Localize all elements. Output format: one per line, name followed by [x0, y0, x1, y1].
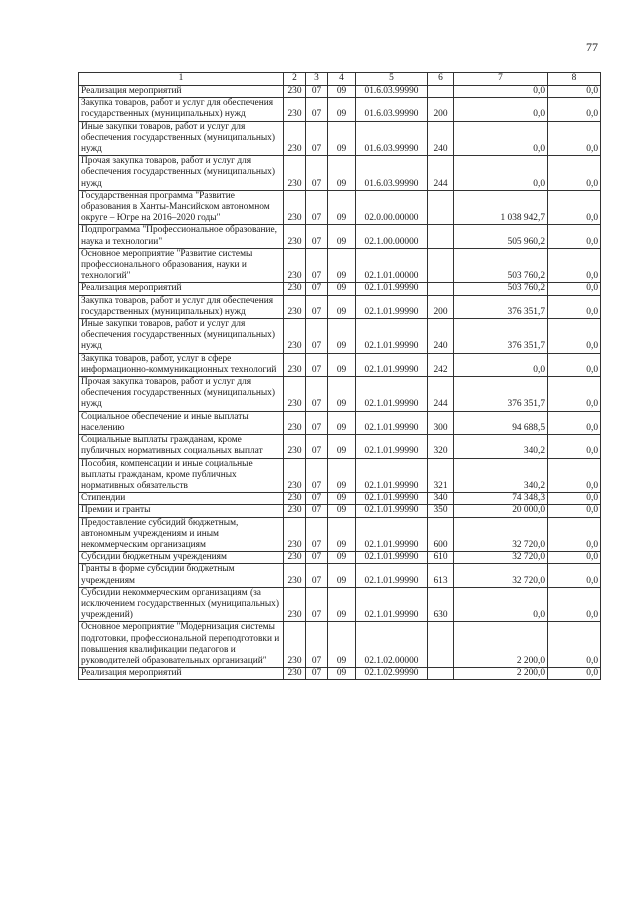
row-target-article: 02.1.02.00000 — [356, 622, 428, 668]
row-expense-type: 240 — [428, 319, 454, 354]
row-admin-code: 230 — [284, 319, 306, 354]
table-row — [79, 458, 601, 493]
row-admin-code: 230 — [284, 156, 306, 191]
row-amount: 0,0 — [454, 353, 548, 376]
row-section: 07 — [306, 283, 328, 295]
row-admin-code: 230 — [284, 505, 306, 517]
column-header: 4 — [328, 73, 356, 86]
table-body — [79, 86, 601, 680]
row-amount: 503 760,2 — [454, 283, 548, 295]
table-row — [79, 668, 601, 680]
row-amount: 0,0 — [454, 121, 548, 156]
row-subsection: 09 — [328, 411, 356, 434]
row-target-article: 02.1.01.00000 — [356, 248, 428, 283]
row-target-article: 01.6.03.99990 — [356, 156, 428, 191]
table-row — [79, 98, 601, 121]
row-subsection: 09 — [328, 295, 356, 318]
row-name: Предоставление субсидий бюджетным, автономным учреждениям и иным некоммерческим организациям — [79, 517, 284, 552]
row-amount: 2 200,0 — [454, 668, 548, 680]
row-subsection: 09 — [328, 98, 356, 121]
row-expense-type: 300 — [428, 411, 454, 434]
row-amount-2: 0,0 — [548, 517, 601, 552]
row-expense-type: 340 — [428, 493, 454, 505]
row-section: 07 — [306, 435, 328, 458]
table-row — [79, 121, 601, 156]
table-row — [79, 564, 601, 587]
table-row — [79, 435, 601, 458]
row-section: 07 — [306, 225, 328, 248]
row-target-article: 02.0.00.00000 — [356, 190, 428, 225]
row-amount-2: 0,0 — [548, 505, 601, 517]
row-subsection: 09 — [328, 86, 356, 98]
row-admin-code: 230 — [284, 435, 306, 458]
row-target-article: 02.1.01.99990 — [356, 517, 428, 552]
row-name: Основное мероприятие "Развитие системы профессионального образования, науки и технологий" — [79, 248, 284, 283]
row-admin-code: 230 — [284, 564, 306, 587]
row-amount: 32 720,0 — [454, 552, 548, 564]
row-amount-2: 0,0 — [548, 564, 601, 587]
row-expense-type — [428, 190, 454, 225]
row-name: Премии и гранты — [79, 505, 284, 517]
row-name: Закупка товаров, работ, услуг в сфере информационно-коммуникационных технологий — [79, 353, 284, 376]
row-subsection: 09 — [328, 505, 356, 517]
row-admin-code: 230 — [284, 587, 306, 622]
table-row — [79, 411, 601, 434]
row-amount: 505 960,2 — [454, 225, 548, 248]
row-subsection: 09 — [328, 353, 356, 376]
row-expense-type — [428, 248, 454, 283]
row-name: Реализация мероприятий — [79, 283, 284, 295]
row-amount: 376 351,7 — [454, 295, 548, 318]
row-target-article: 02.1.01.99990 — [356, 458, 428, 493]
row-subsection: 09 — [328, 121, 356, 156]
row-target-article: 02.1.01.99990 — [356, 505, 428, 517]
row-section: 07 — [306, 319, 328, 354]
table-row — [79, 493, 601, 505]
row-amount: 0,0 — [454, 587, 548, 622]
row-subsection: 09 — [328, 458, 356, 493]
row-expense-type: 610 — [428, 552, 454, 564]
row-subsection: 09 — [328, 552, 356, 564]
row-expense-type — [428, 622, 454, 668]
row-expense-type: 630 — [428, 587, 454, 622]
row-amount-2: 0,0 — [548, 353, 601, 376]
row-amount-2: 0,0 — [548, 283, 601, 295]
row-amount-2: 0,0 — [548, 587, 601, 622]
row-section: 07 — [306, 587, 328, 622]
row-expense-type — [428, 283, 454, 295]
row-name: Прочая закупка товаров, работ и услуг для обеспечения государственных (муниципальных) нужд — [79, 377, 284, 412]
row-subsection: 09 — [328, 190, 356, 225]
row-name: Стипендии — [79, 493, 284, 505]
row-admin-code: 230 — [284, 668, 306, 680]
row-target-article: 01.6.03.99990 — [356, 98, 428, 121]
row-section: 07 — [306, 353, 328, 376]
table-row — [79, 505, 601, 517]
row-amount: 2 200,0 — [454, 622, 548, 668]
row-subsection: 09 — [328, 156, 356, 191]
row-subsection: 09 — [328, 435, 356, 458]
table-row — [79, 517, 601, 552]
table-row — [79, 295, 601, 318]
row-section: 07 — [306, 248, 328, 283]
row-admin-code: 230 — [284, 248, 306, 283]
row-section: 07 — [306, 517, 328, 552]
row-amount: 0,0 — [454, 98, 548, 121]
column-header: 8 — [548, 73, 601, 86]
row-subsection: 09 — [328, 225, 356, 248]
row-admin-code: 230 — [284, 190, 306, 225]
table-row — [79, 319, 601, 354]
row-subsection: 09 — [328, 564, 356, 587]
table-row — [79, 283, 601, 295]
table-row — [79, 248, 601, 283]
row-name: Иные закупки товаров, работ и услуг для обеспечения государственных (муниципальных) нужд — [79, 121, 284, 156]
row-amount-2: 0,0 — [548, 622, 601, 668]
row-admin-code: 230 — [284, 295, 306, 318]
row-amount-2: 0,0 — [548, 435, 601, 458]
row-amount-2: 0,0 — [548, 319, 601, 354]
row-amount: 0,0 — [454, 86, 548, 98]
table-row — [79, 190, 601, 225]
row-section: 07 — [306, 377, 328, 412]
row-subsection: 09 — [328, 587, 356, 622]
row-subsection: 09 — [328, 248, 356, 283]
row-admin-code: 230 — [284, 86, 306, 98]
row-name: Субсидии некоммерческим организациям (за исключением государственных (муниципальных) учреждений) — [79, 587, 284, 622]
table-row — [79, 377, 601, 412]
column-header: 2 — [284, 73, 306, 86]
row-name: Государственная программа "Развитие образования в Ханты-Мансийском автономном округе – Югре на 2016–2020 годы" — [79, 190, 284, 225]
row-amount-2: 0,0 — [548, 668, 601, 680]
row-name: Социальные выплаты гражданам, кроме публичных нормативных социальных выплат — [79, 435, 284, 458]
row-name: Закупка товаров, работ и услуг для обеспечения государственных (муниципальных) нужд — [79, 295, 284, 318]
row-target-article: 02.1.01.99990 — [356, 377, 428, 412]
row-subsection: 09 — [328, 517, 356, 552]
row-expense-type: 320 — [428, 435, 454, 458]
row-expense-type — [428, 225, 454, 248]
row-name: Реализация мероприятий — [79, 86, 284, 98]
row-section: 07 — [306, 493, 328, 505]
table-row — [79, 587, 601, 622]
table-header-row — [79, 73, 601, 86]
row-target-article: 02.1.01.99990 — [356, 587, 428, 622]
row-amount-2: 0,0 — [548, 156, 601, 191]
row-target-article: 02.1.01.99990 — [356, 411, 428, 434]
row-section: 07 — [306, 411, 328, 434]
row-name: Реализация мероприятий — [79, 668, 284, 680]
row-amount: 20 000,0 — [454, 505, 548, 517]
row-expense-type: 244 — [428, 156, 454, 191]
row-target-article: 02.1.02.99990 — [356, 668, 428, 680]
table-row — [79, 353, 601, 376]
column-header: 1 — [79, 73, 284, 86]
row-target-article: 02.1.00.00000 — [356, 225, 428, 248]
row-target-article: 02.1.01.99990 — [356, 353, 428, 376]
row-admin-code: 230 — [284, 517, 306, 552]
row-expense-type: 321 — [428, 458, 454, 493]
row-expense-type: 240 — [428, 121, 454, 156]
table-row — [79, 552, 601, 564]
row-subsection: 09 — [328, 668, 356, 680]
row-amount: 503 760,2 — [454, 248, 548, 283]
row-section: 07 — [306, 668, 328, 680]
row-name: Субсидии бюджетным учреждениям — [79, 552, 284, 564]
row-target-article: 02.1.01.99990 — [356, 295, 428, 318]
row-amount-2: 0,0 — [548, 248, 601, 283]
row-amount-2: 0,0 — [548, 86, 601, 98]
row-admin-code: 230 — [284, 493, 306, 505]
row-amount: 340,2 — [454, 458, 548, 493]
row-target-article: 01.6.03.99990 — [356, 121, 428, 156]
row-name: Основное мероприятие "Модернизация системы подготовки, профессиональной переподготовки и повышения квалификации педагогов и руководителей образовательных организаций" — [79, 622, 284, 668]
row-section: 07 — [306, 98, 328, 121]
row-amount-2: 0,0 — [548, 411, 601, 434]
table-row — [79, 622, 601, 668]
row-expense-type: 242 — [428, 353, 454, 376]
row-admin-code: 230 — [284, 377, 306, 412]
table-row — [79, 225, 601, 248]
row-expense-type: 244 — [428, 377, 454, 412]
row-target-article: 02.1.01.99990 — [356, 493, 428, 505]
row-target-article: 02.1.01.99990 — [356, 283, 428, 295]
row-amount-2: 0,0 — [548, 493, 601, 505]
row-section: 07 — [306, 156, 328, 191]
budget-table — [78, 72, 601, 680]
row-section: 07 — [306, 295, 328, 318]
row-target-article: 02.1.01.99990 — [356, 435, 428, 458]
row-amount: 376 351,7 — [454, 377, 548, 412]
row-amount-2: 0,0 — [548, 98, 601, 121]
row-section: 07 — [306, 552, 328, 564]
column-header: 3 — [306, 73, 328, 86]
column-header: 5 — [356, 73, 428, 86]
row-amount-2: 0,0 — [548, 121, 601, 156]
row-expense-type: 200 — [428, 98, 454, 121]
row-subsection: 09 — [328, 319, 356, 354]
row-expense-type — [428, 86, 454, 98]
row-amount: 74 348,3 — [454, 493, 548, 505]
row-name: Пособия, компенсации и иные социальные выплаты гражданам, кроме публичных нормативных обязательств — [79, 458, 284, 493]
table-row — [79, 86, 601, 98]
row-expense-type: 613 — [428, 564, 454, 587]
row-section: 07 — [306, 505, 328, 517]
row-admin-code: 230 — [284, 121, 306, 156]
row-expense-type: 600 — [428, 517, 454, 552]
row-amount-2: 0,0 — [548, 552, 601, 564]
row-amount: 376 351,7 — [454, 319, 548, 354]
row-section: 07 — [306, 622, 328, 668]
row-section: 07 — [306, 190, 328, 225]
row-target-article: 02.1.01.99990 — [356, 552, 428, 564]
row-subsection: 09 — [328, 622, 356, 668]
row-expense-type: 350 — [428, 505, 454, 517]
page-number: 77 — [586, 40, 598, 54]
table-row — [79, 156, 601, 191]
row-admin-code: 230 — [284, 225, 306, 248]
row-amount: 32 720,0 — [454, 564, 548, 587]
row-section: 07 — [306, 86, 328, 98]
row-amount-2: 0,0 — [548, 295, 601, 318]
column-header: 7 — [454, 73, 548, 86]
row-admin-code: 230 — [284, 411, 306, 434]
row-name: Закупка товаров, работ и услуг для обеспечения государственных (муниципальных) нужд — [79, 98, 284, 121]
row-name: Социальное обеспечение и иные выплаты населению — [79, 411, 284, 434]
row-admin-code: 230 — [284, 552, 306, 564]
column-header: 6 — [428, 73, 454, 86]
row-target-article: 02.1.01.99990 — [356, 564, 428, 587]
row-amount: 32 720,0 — [454, 517, 548, 552]
row-target-article: 02.1.01.99990 — [356, 319, 428, 354]
row-name: Гранты в форме субсидии бюджетным учреждениям — [79, 564, 284, 587]
row-amount-2: 0,0 — [548, 377, 601, 412]
row-amount-2: 0,0 — [548, 190, 601, 225]
row-expense-type: 200 — [428, 295, 454, 318]
row-subsection: 09 — [328, 377, 356, 412]
row-section: 07 — [306, 458, 328, 493]
row-admin-code: 230 — [284, 98, 306, 121]
row-target-article: 01.6.03.99990 — [356, 86, 428, 98]
row-admin-code: 230 — [284, 353, 306, 376]
row-admin-code: 230 — [284, 622, 306, 668]
row-admin-code: 230 — [284, 458, 306, 493]
row-amount-2: 0,0 — [548, 458, 601, 493]
row-amount: 1 038 942,7 — [454, 190, 548, 225]
row-subsection: 09 — [328, 283, 356, 295]
row-name: Прочая закупка товаров, работ и услуг для обеспечения государственных (муниципальных) нужд — [79, 156, 284, 191]
row-name: Иные закупки товаров, работ и услуг для обеспечения государственных (муниципальных) нужд — [79, 319, 284, 354]
row-section: 07 — [306, 121, 328, 156]
row-amount: 340,2 — [454, 435, 548, 458]
row-amount: 0,0 — [454, 156, 548, 191]
row-name: Подпрограмма "Профессиональное образование, наука и технологии" — [79, 225, 284, 248]
row-admin-code: 230 — [284, 283, 306, 295]
row-amount-2: 0,0 — [548, 225, 601, 248]
row-amount: 94 688,5 — [454, 411, 548, 434]
row-subsection: 09 — [328, 493, 356, 505]
row-section: 07 — [306, 564, 328, 587]
row-expense-type — [428, 668, 454, 680]
